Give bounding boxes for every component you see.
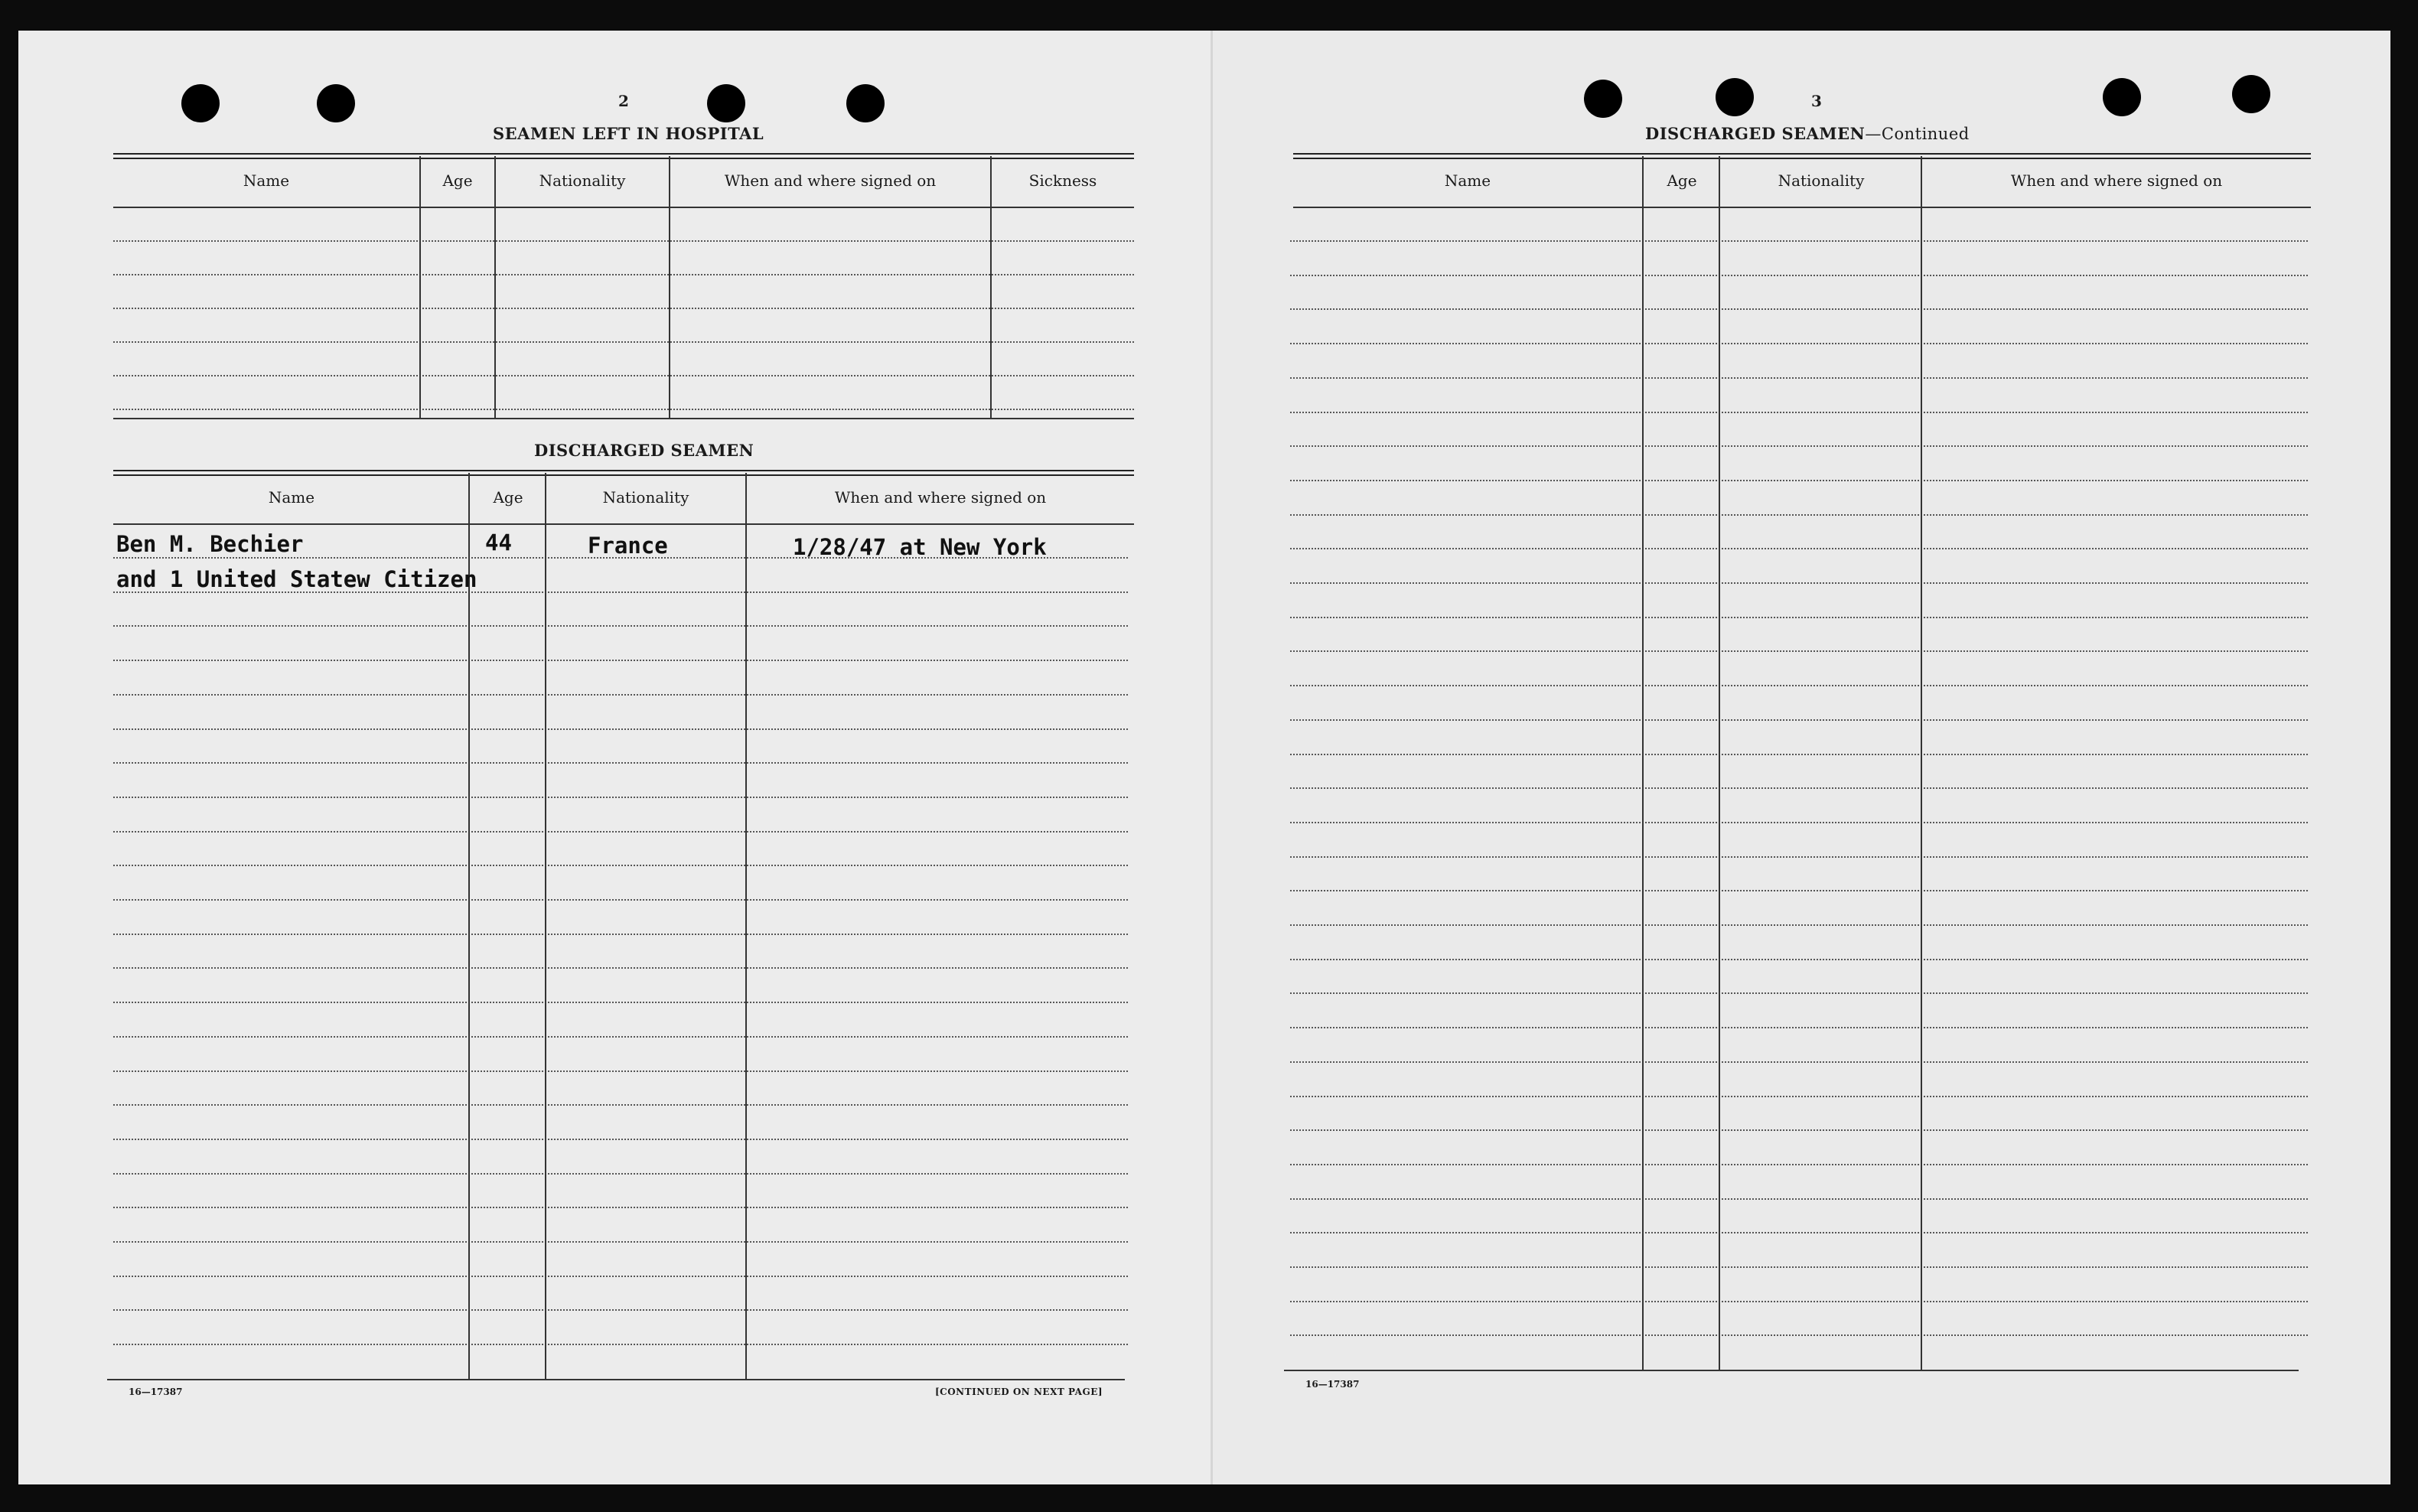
col-header-signed-on: When and where signed on bbox=[834, 488, 1047, 507]
column-divider bbox=[745, 473, 747, 1379]
ruled-line bbox=[113, 1276, 1128, 1277]
column-divider bbox=[1719, 156, 1720, 1370]
header-rule bbox=[113, 207, 1134, 208]
table-bottom-rule bbox=[113, 418, 1134, 419]
title-text: DISCHARGED SEAMEN bbox=[1645, 124, 1866, 143]
ruled-line bbox=[113, 625, 1128, 627]
section-rule bbox=[113, 153, 1134, 159]
ruled-line bbox=[113, 797, 1128, 798]
column-divider bbox=[1921, 156, 1922, 1370]
ruled-line bbox=[1290, 1232, 2308, 1233]
ruled-line bbox=[1290, 343, 2308, 344]
ruled-line bbox=[1290, 1334, 2308, 1336]
punch-hole bbox=[846, 84, 885, 122]
ruled-line bbox=[113, 1241, 1128, 1243]
col-header-nationality: Nationality bbox=[539, 171, 626, 190]
ruled-line bbox=[113, 899, 1128, 901]
header-rule bbox=[1293, 207, 2311, 208]
ruled-line bbox=[1290, 1027, 2308, 1028]
ruled-line bbox=[1290, 890, 2308, 891]
ruled-line bbox=[1290, 992, 2308, 994]
form-number: 16—17387 bbox=[129, 1387, 183, 1397]
column-divider bbox=[545, 473, 546, 1379]
ruled-line bbox=[113, 1036, 1128, 1038]
column-divider bbox=[1642, 156, 1644, 1370]
punch-hole bbox=[1584, 80, 1622, 118]
col-header-sickness: Sickness bbox=[1028, 171, 1097, 190]
entry-age: 44 bbox=[485, 530, 512, 556]
punch-hole bbox=[2103, 78, 2141, 116]
ruled-line bbox=[1290, 1164, 2308, 1165]
col-header-name: Name bbox=[268, 488, 315, 507]
ruled-line bbox=[113, 762, 1128, 764]
ruled-line bbox=[113, 274, 1134, 275]
ruled-line bbox=[1290, 1301, 2308, 1302]
ruled-line bbox=[113, 1173, 1128, 1175]
ruled-line bbox=[1290, 685, 2308, 686]
page-number: 2 bbox=[618, 92, 629, 110]
punch-hole bbox=[1716, 78, 1754, 116]
punch-hole bbox=[2232, 75, 2270, 113]
ruled-line bbox=[1290, 1129, 2308, 1131]
ruled-line bbox=[1290, 822, 2308, 823]
table-bottom-rule bbox=[107, 1379, 1125, 1380]
ruled-line bbox=[113, 308, 1134, 309]
column-divider bbox=[468, 473, 470, 1379]
ruled-line bbox=[113, 660, 1128, 661]
ruled-line bbox=[1290, 480, 2308, 481]
col-header-nationality: Nationality bbox=[1778, 171, 1865, 190]
ruled-line bbox=[1290, 240, 2308, 242]
column-divider bbox=[990, 156, 992, 418]
ruled-line bbox=[1290, 719, 2308, 721]
ruled-line bbox=[113, 1070, 1128, 1072]
entry-nationality: France bbox=[588, 533, 668, 559]
page-fold bbox=[1211, 31, 1213, 1484]
ruled-line bbox=[1290, 1061, 2308, 1063]
ruled-line bbox=[113, 694, 1128, 696]
ruled-line bbox=[113, 1139, 1128, 1140]
ruled-line bbox=[113, 831, 1128, 833]
ruled-line bbox=[113, 934, 1128, 935]
ruled-line bbox=[113, 1002, 1128, 1003]
ruled-line bbox=[1290, 924, 2308, 926]
col-header-age: Age bbox=[1667, 171, 1697, 190]
ruled-line bbox=[1290, 617, 2308, 618]
header-rule bbox=[113, 523, 1134, 525]
ruled-line bbox=[113, 409, 1134, 410]
ruled-line bbox=[1290, 445, 2308, 447]
ruled-line bbox=[1290, 1096, 2308, 1097]
ruled-line bbox=[1290, 514, 2308, 516]
col-header-name: Name bbox=[1444, 171, 1491, 190]
left-page bbox=[18, 31, 1212, 1484]
form-number: 16—17387 bbox=[1305, 1379, 1360, 1390]
entry-signed-on: 1/28/47 at New York bbox=[793, 534, 1047, 560]
col-header-age: Age bbox=[442, 171, 473, 190]
ruled-line bbox=[1290, 1198, 2308, 1200]
col-header-age: Age bbox=[493, 488, 523, 507]
ruled-line bbox=[113, 240, 1134, 242]
ruled-line bbox=[113, 728, 1128, 730]
ruled-line bbox=[113, 341, 1134, 343]
hospital-section-title: SEAMEN LEFT IN HOSPITAL bbox=[493, 124, 764, 143]
column-divider bbox=[669, 156, 670, 418]
ruled-line bbox=[1290, 412, 2308, 413]
discharged-section-title: DISCHARGED SEAMEN bbox=[534, 441, 754, 460]
ruled-line bbox=[1290, 787, 2308, 789]
page-number: 3 bbox=[1811, 92, 1822, 110]
ruled-line bbox=[113, 865, 1128, 866]
punch-hole bbox=[317, 84, 355, 122]
ruled-line bbox=[113, 1104, 1128, 1106]
title-suffix: —Continued bbox=[1865, 125, 1970, 143]
ruled-line bbox=[1290, 1266, 2308, 1268]
ruled-line bbox=[1290, 308, 2308, 310]
continued-note: [CONTINUED ON NEXT PAGE] bbox=[935, 1387, 1103, 1397]
ruled-line bbox=[113, 1309, 1128, 1311]
table-bottom-rule bbox=[1284, 1370, 2299, 1371]
ruled-line bbox=[1290, 856, 2308, 858]
col-header-name: Name bbox=[243, 171, 290, 190]
entry-name: and 1 United Statew Citizen bbox=[116, 566, 477, 592]
ruled-line bbox=[1290, 650, 2308, 652]
section-rule bbox=[1293, 153, 2311, 159]
ruled-line bbox=[1290, 754, 2308, 755]
ruled-line bbox=[1290, 582, 2308, 584]
col-header-signed-on: When and where signed on bbox=[2010, 171, 2223, 190]
ruled-line bbox=[1290, 959, 2308, 960]
ruled-line bbox=[113, 1207, 1128, 1208]
col-header-nationality: Nationality bbox=[602, 488, 689, 507]
ruled-line bbox=[113, 1344, 1128, 1345]
col-header-signed-on: When and where signed on bbox=[724, 171, 937, 190]
entry-name: Ben M. Bechier bbox=[116, 531, 304, 557]
punch-hole bbox=[707, 84, 745, 122]
column-divider bbox=[419, 156, 421, 418]
ruled-line bbox=[1290, 275, 2308, 276]
ruled-line bbox=[113, 967, 1128, 969]
ruled-line bbox=[1290, 548, 2308, 549]
column-divider bbox=[494, 156, 496, 418]
ruled-line bbox=[113, 375, 1134, 376]
section-rule bbox=[113, 470, 1134, 476]
discharged-continued-title bbox=[1645, 124, 1970, 143]
ruled-line bbox=[1290, 377, 2308, 379]
punch-hole bbox=[181, 84, 220, 122]
